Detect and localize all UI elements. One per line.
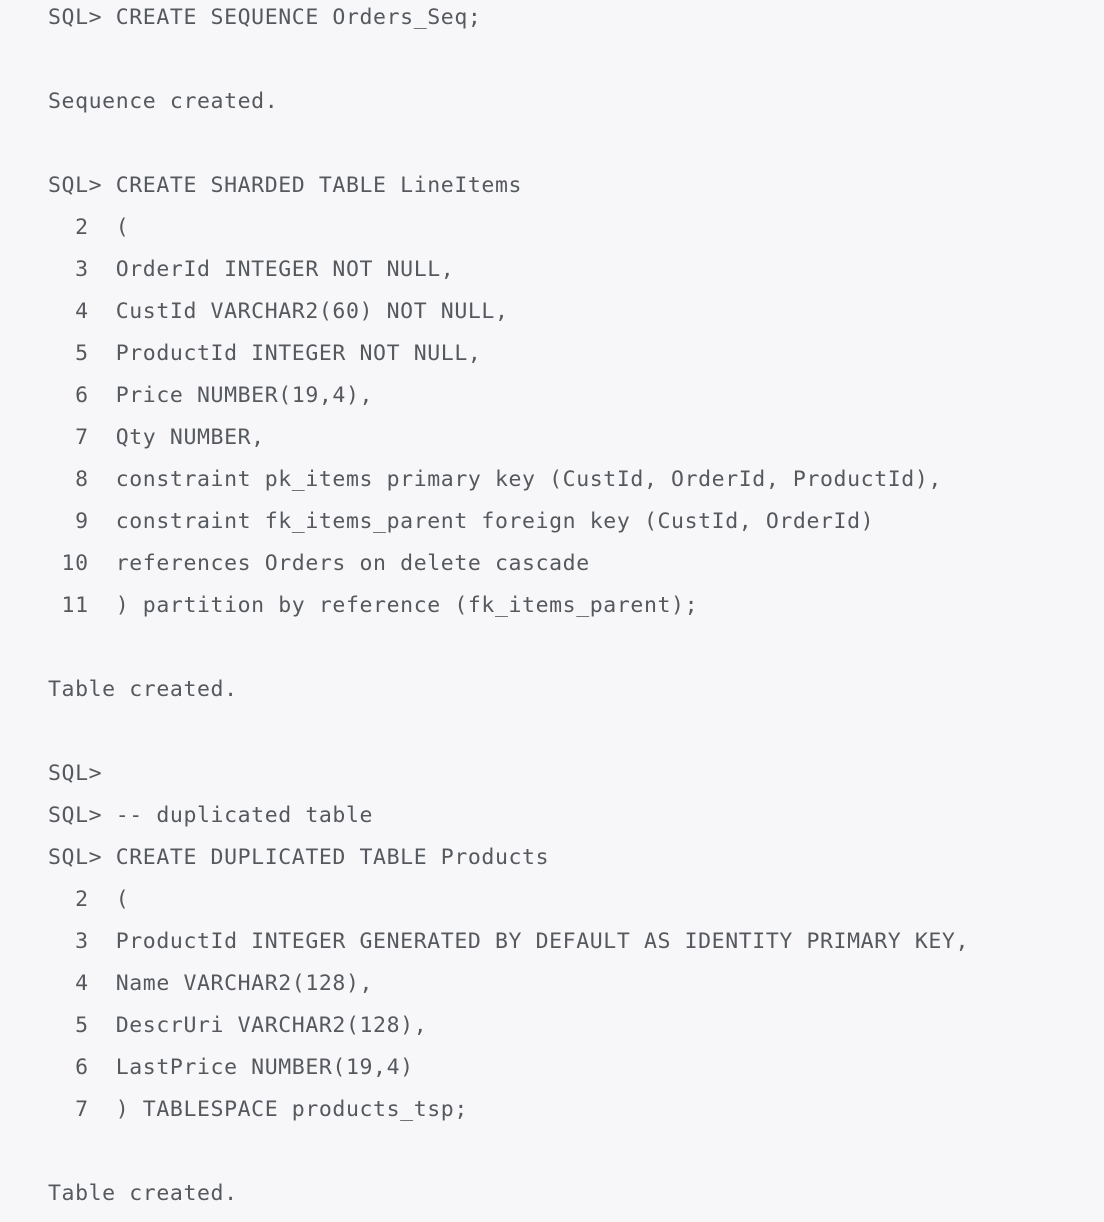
console-line: 6 Price NUMBER(19,4), [48, 383, 374, 408]
console-line: Table created. [48, 1181, 238, 1206]
console-line: 7 Qty NUMBER, [48, 425, 265, 450]
console-line: 6 LastPrice NUMBER(19,4) [48, 1055, 414, 1080]
console-line: SQL> -- duplicated table [48, 803, 374, 828]
console-line: 4 CustId VARCHAR2(60) NOT NULL, [48, 299, 509, 324]
console-line: 7 ) TABLESPACE products_tsp; [48, 1097, 468, 1122]
console-line: Table created. [48, 677, 238, 702]
console-line: SQL> CREATE SEQUENCE Orders_Seq; [48, 5, 482, 30]
console-line: 3 OrderId INTEGER NOT NULL, [48, 257, 455, 282]
console-line: 2 ( [48, 215, 130, 240]
console-line: 8 constraint pk_items primary key (CustId, OrderId, ProductId), [48, 467, 942, 492]
console-line: SQL> CREATE DUPLICATED TABLE Products [48, 845, 550, 870]
console-line: Sequence created. [48, 89, 279, 114]
console-line: 10 references Orders on delete cascade [48, 551, 590, 576]
console-line: 2 ( [48, 887, 130, 912]
console-line: 3 ProductId INTEGER GENERATED BY DEFAULT AS IDENTITY PRIMARY KEY, [48, 929, 969, 954]
console-line: 9 constraint fk_items_parent foreign key (CustId, OrderId) [48, 509, 875, 534]
console-line: SQL> [48, 761, 103, 786]
console-line: 11 ) partition by reference (fk_items_parent); [48, 593, 699, 618]
console-line: 5 DescrUri VARCHAR2(128), [48, 1013, 428, 1038]
console-line: SQL> CREATE SHARDED TABLE LineItems [48, 173, 523, 198]
console-line: 4 Name VARCHAR2(128), [48, 971, 374, 996]
console-line: 5 ProductId INTEGER NOT NULL, [48, 341, 482, 366]
